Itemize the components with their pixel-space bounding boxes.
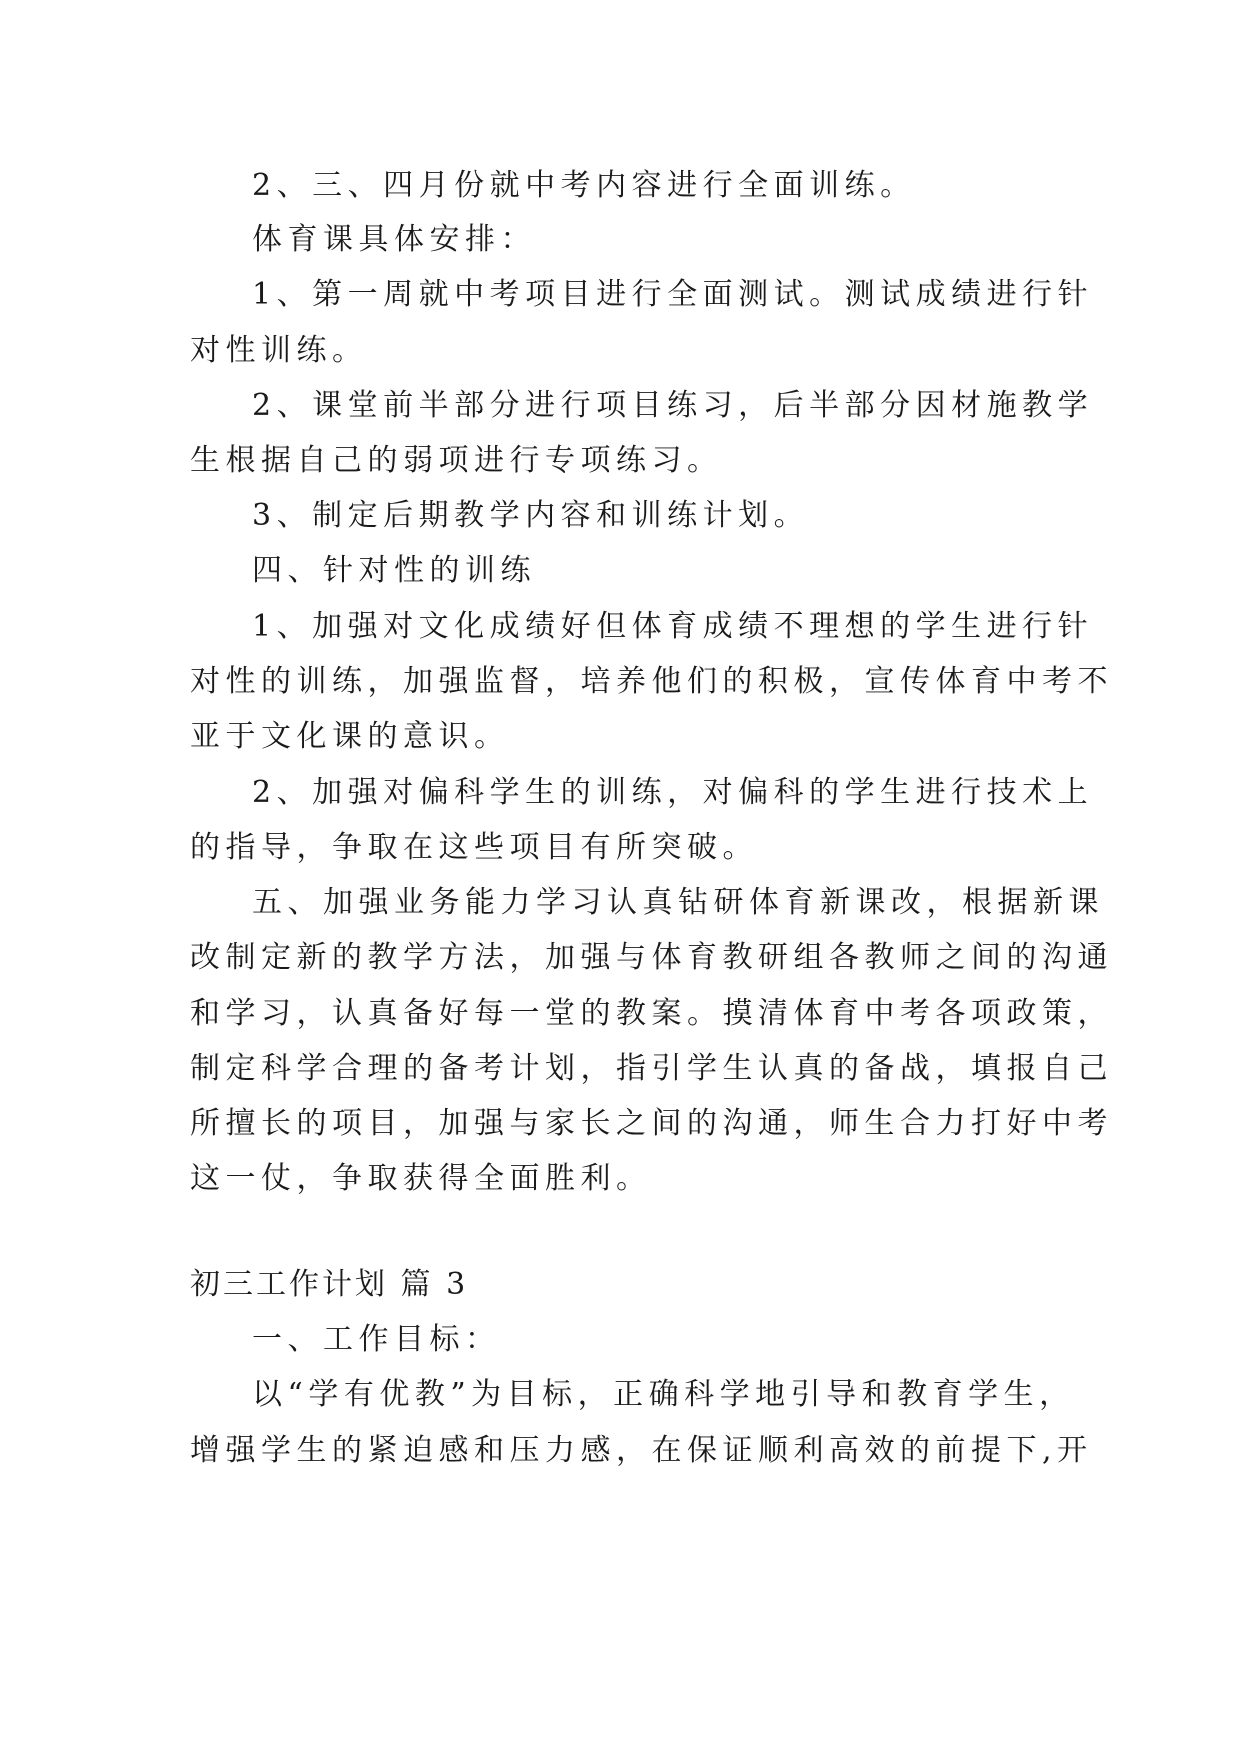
paragraph-line: 的指导，争取在这些项目有所突破。 [190,830,758,865]
paragraph-line: 2、加强对偏科学生的训练，对偏科的学生进行技术上 [252,775,1094,810]
section-heading: 一、工作目标： [252,1322,501,1357]
section-title: 初三工作计划 篇 3 [190,1267,469,1302]
paragraph-line: 2、三、四月份就中考内容进行全面训练。 [252,168,916,203]
paragraph-line: 这一仗，争取获得全面胜利。 [190,1161,652,1196]
paragraph-line: 对性的训练，加强监督，培养他们的积极，宣传体育中考不 [190,664,1113,699]
paragraph-line: 1、第一周就中考项目进行全面测试。测试成绩进行针 [252,277,1094,312]
paragraph-line: 2、课堂前半部分进行项目练习，后半部分因材施教学 [252,388,1094,423]
paragraph-line: 改制定新的教学方法，加强与体育教研组各教师之间的沟通 [190,940,1113,975]
paragraph-line: 五、加强业务能力学习认真钻研体育新课改，根据新课 [252,885,1104,920]
paragraph-line: 3、制定后期教学内容和训练计划。 [252,498,810,533]
paragraph-line: 所擅长的项目，加强与家长之间的沟通，师生合力打好中考 [190,1106,1113,1141]
paragraph-line: 增强学生的紧迫感和压力感，在保证顺利高效的前提下,开 [190,1433,1093,1468]
paragraph-line: 对性训练。 [190,333,368,368]
paragraph-line: 1、加强对文化成绩好但体育成绩不理想的学生进行针 [252,609,1094,644]
paragraph-line: 亚于文化课的意识。 [190,719,510,754]
paragraph-line: 以“学有优教”为目标，正确科学地引导和教育学生， [252,1377,1075,1412]
paragraph-line: 和学习，认真备好每一堂的教案。摸清体育中考各项政策， [190,996,1113,1031]
section-heading: 四、针对性的训练 [252,553,536,588]
paragraph-line: 体育课具体安排： [252,222,536,257]
paragraph-line: 制定科学合理的备考计划，指引学生认真的备战，填报自己 [190,1051,1113,1086]
paragraph-line: 生根据自己的弱项进行专项练习。 [190,443,723,478]
